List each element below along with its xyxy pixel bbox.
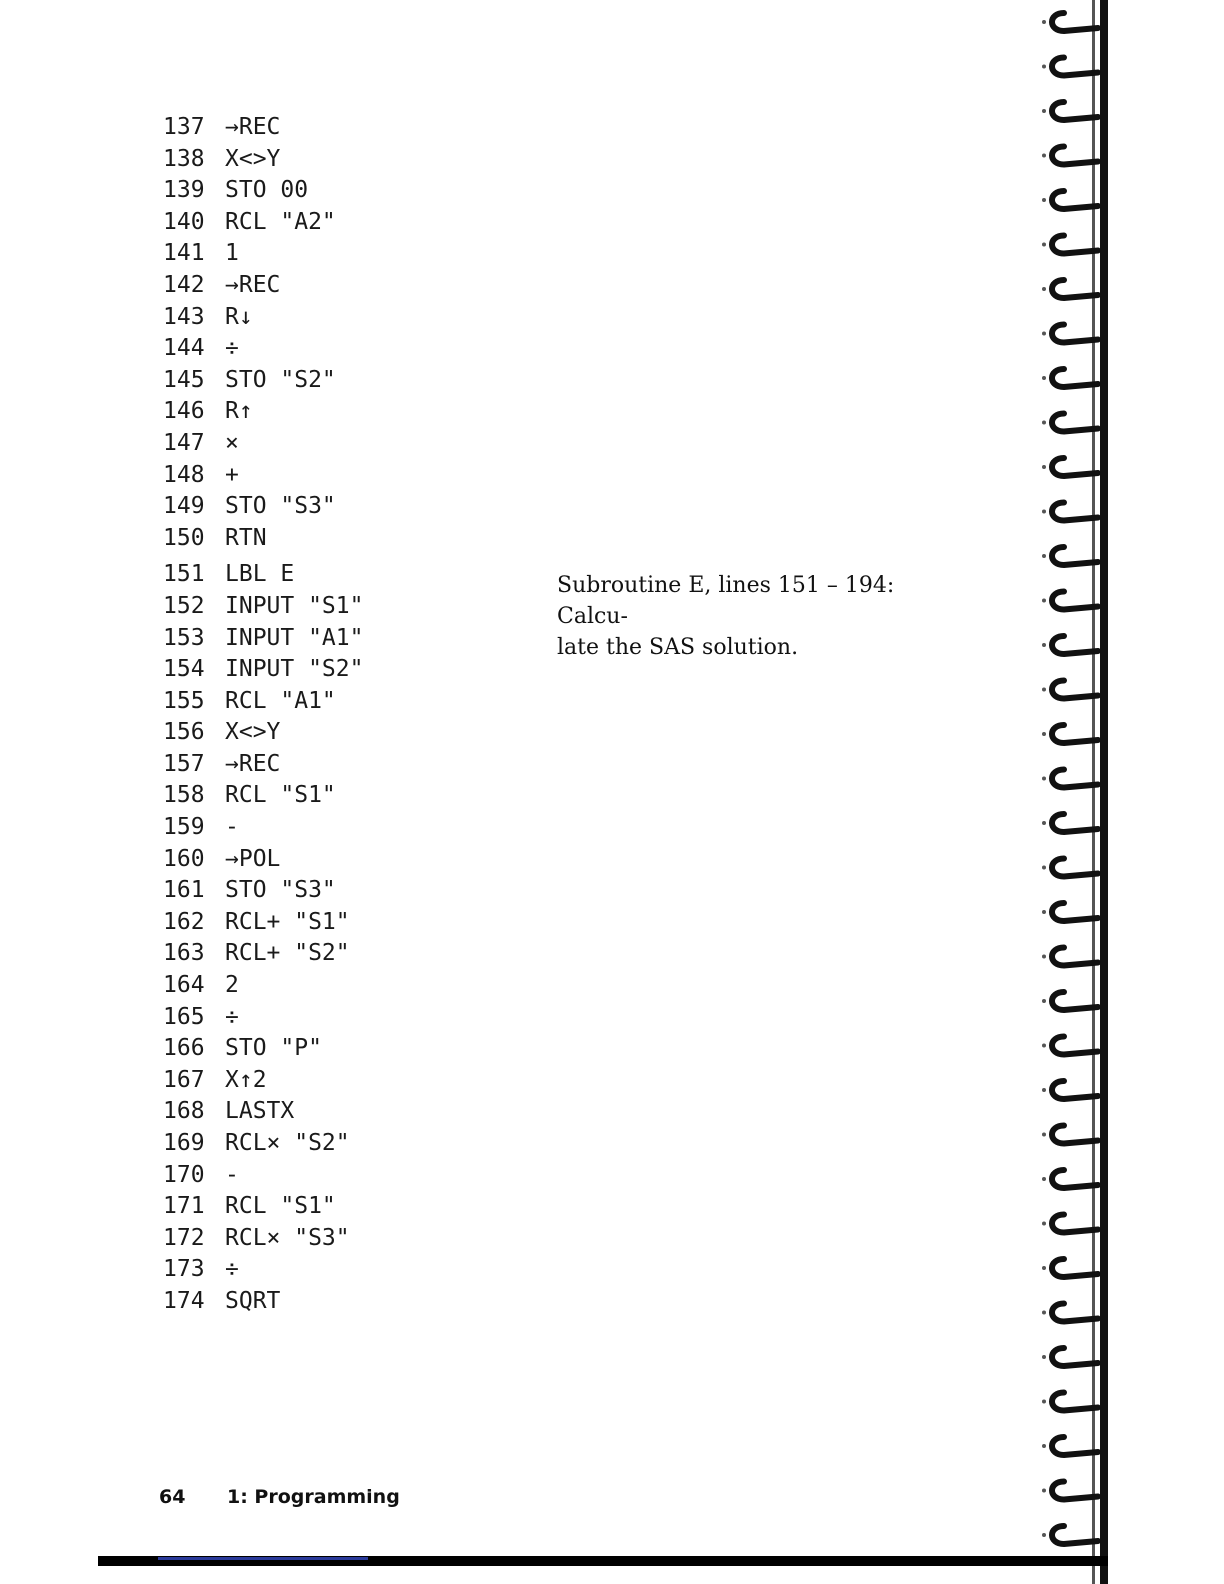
binding-hole <box>1042 1133 1046 1137</box>
binding-coil <box>1052 58 1098 76</box>
line-number: 166 <box>163 1035 205 1062</box>
bottom-rule <box>98 1556 1108 1566</box>
instruction: SQRT <box>225 1287 281 1314</box>
instruction: - <box>225 814 239 841</box>
bottom-rule-accent <box>158 1557 368 1560</box>
binding-coil <box>1052 547 1098 565</box>
binding-coil <box>1052 1348 1098 1366</box>
line-number: 150 <box>163 524 205 551</box>
program-line <box>163 844 363 876</box>
instruction: RCL× "S3" <box>225 1224 350 1251</box>
binding-coil <box>1052 236 1098 254</box>
instruction: X<>Y <box>225 145 281 172</box>
line-number: 162 <box>163 908 205 935</box>
program-listing <box>163 112 363 1318</box>
binding-hole <box>1042 1266 1046 1270</box>
instruction: RCL "S1" <box>225 1193 336 1220</box>
program-line <box>163 175 363 207</box>
instruction: 2 <box>225 972 239 999</box>
binding-coil <box>1052 325 1098 343</box>
binding-coil <box>1052 859 1098 877</box>
instruction: →REC <box>225 750 281 777</box>
line-number: 165 <box>163 1003 205 1030</box>
program-line <box>163 365 363 397</box>
binding-coil <box>1052 1437 1098 1455</box>
program-line <box>163 1223 363 1255</box>
binding-coil <box>1052 725 1098 743</box>
program-line <box>163 460 363 492</box>
binding-coil <box>1052 1215 1098 1233</box>
instruction: STO "P" <box>225 1035 322 1062</box>
line-number: 137 <box>163 114 205 140</box>
binding-hole <box>1042 1489 1046 1493</box>
binding-coil <box>1052 13 1098 31</box>
program-line <box>163 428 363 460</box>
instruction: RCL+ "S1" <box>225 908 350 935</box>
binding-hole <box>1042 1355 1046 1359</box>
binding-coil <box>1052 903 1098 921</box>
instruction: STO "S3" <box>225 493 336 520</box>
line-number: 158 <box>163 782 205 809</box>
line-number: 148 <box>163 461 205 488</box>
program-line <box>163 812 363 844</box>
binding-hole <box>1042 243 1046 247</box>
binding-hole <box>1042 1444 1046 1448</box>
binding-coil <box>1052 681 1098 699</box>
binding-hole <box>1042 1044 1046 1048</box>
binding-coil <box>1052 592 1098 610</box>
binding-hole <box>1042 910 1046 914</box>
program-line <box>163 112 363 144</box>
program-line <box>163 717 363 749</box>
binding-coil <box>1052 1526 1098 1544</box>
program-line <box>163 591 363 623</box>
line-number: 174 <box>163 1287 205 1314</box>
line-number: 172 <box>163 1224 205 1251</box>
instruction: →POL <box>225 845 281 872</box>
program-line <box>163 1096 363 1128</box>
binding-coil <box>1052 814 1098 832</box>
binding-coil <box>1052 1259 1098 1277</box>
instruction: X<>Y <box>225 719 281 746</box>
binding-coil <box>1052 1393 1098 1411</box>
line-number: 149 <box>163 493 205 520</box>
program-line <box>163 207 363 239</box>
program-line <box>163 654 363 686</box>
line-number: 146 <box>163 398 205 425</box>
instruction: STO "S3" <box>225 877 336 904</box>
binding-hole <box>1042 1533 1046 1537</box>
program-line <box>163 270 363 302</box>
binding-hole <box>1042 154 1046 158</box>
binding-hole <box>1042 1400 1046 1404</box>
line-number: 160 <box>163 845 205 872</box>
instruction: ÷ <box>225 1003 239 1030</box>
line-number: 153 <box>163 624 205 651</box>
line-number: 155 <box>163 687 205 714</box>
binding-hole <box>1042 777 1046 781</box>
line-number: 171 <box>163 1193 205 1220</box>
program-line <box>163 333 363 365</box>
line-number: 159 <box>163 814 205 841</box>
instruction: RCL× "S2" <box>225 1130 350 1156</box>
instruction: RCL "A1" <box>225 687 336 714</box>
spiral-binding <box>1040 0 1110 1584</box>
program-line <box>163 238 363 270</box>
program-line <box>163 1002 363 1034</box>
instruction: R↓ <box>225 303 253 330</box>
program-line <box>163 780 363 812</box>
binding-coil <box>1052 992 1098 1010</box>
binding-hole <box>1042 332 1046 336</box>
program-line <box>163 938 363 970</box>
binding-coil <box>1052 1126 1098 1144</box>
binding-hole <box>1042 421 1046 425</box>
binding-coil <box>1052 102 1098 120</box>
binding-coil <box>1052 1081 1098 1099</box>
line-number: 144 <box>163 335 205 362</box>
program-line <box>163 523 363 555</box>
margin-note-line: Subroutine E, lines 151 – 194: Calcu- <box>557 573 895 629</box>
line-number: 142 <box>163 271 205 298</box>
binding-hole <box>1042 1222 1046 1226</box>
binding-hole <box>1042 554 1046 558</box>
page-footer <box>159 1486 400 1508</box>
line-number: 168 <box>163 1098 205 1125</box>
program-line <box>163 1191 363 1223</box>
line-number: 161 <box>163 877 205 904</box>
binding-coil <box>1052 1304 1098 1322</box>
program-line <box>163 144 363 176</box>
binding-coil <box>1052 1482 1098 1500</box>
line-number: 147 <box>163 429 205 456</box>
program-line <box>163 907 363 939</box>
binding-coil <box>1052 948 1098 966</box>
binding-hole <box>1042 821 1046 825</box>
page-number: 64 <box>159 1486 186 1508</box>
line-number: 143 <box>163 303 205 330</box>
program-line <box>163 1160 363 1192</box>
listing-group <box>163 559 363 1317</box>
instruction: STO "S2" <box>225 366 336 393</box>
binding-hole <box>1042 198 1046 202</box>
instruction: →REC <box>225 271 281 298</box>
binding-hole <box>1042 643 1046 647</box>
instruction: STO 00 <box>225 177 309 204</box>
binding-hole <box>1042 287 1046 291</box>
program-line <box>163 1065 363 1097</box>
binding-coil <box>1052 147 1098 165</box>
instruction: 1 <box>225 240 239 267</box>
instruction: + <box>225 461 239 488</box>
program-line <box>163 1254 363 1286</box>
binding-hole <box>1042 955 1046 959</box>
program-line <box>163 396 363 428</box>
listing-group <box>163 112 363 554</box>
line-number: 173 <box>163 1256 205 1283</box>
program-line <box>163 1033 363 1065</box>
margin-note-line: late the SAS solution. <box>557 635 799 660</box>
binding-coil <box>1052 414 1098 432</box>
line-number: 170 <box>163 1161 205 1188</box>
line-number: 152 <box>163 592 205 619</box>
binding-hole <box>1042 688 1046 692</box>
instruction: RCL "A2" <box>225 208 336 235</box>
line-number: 167 <box>163 1066 205 1093</box>
binding-coil <box>1052 636 1098 654</box>
instruction: →REC <box>225 114 281 140</box>
binding-hole <box>1042 866 1046 870</box>
program-line <box>163 1128 363 1160</box>
binding-coil <box>1052 458 1098 476</box>
line-number: 169 <box>163 1130 205 1156</box>
instruction: - <box>225 1161 239 1188</box>
instruction: INPUT "S1" <box>225 592 364 619</box>
instruction: ÷ <box>225 335 239 362</box>
line-number: 164 <box>163 972 205 999</box>
program-line <box>163 749 363 781</box>
binding-coil <box>1052 503 1098 521</box>
binding-coil <box>1052 280 1098 298</box>
binding-coil <box>1052 1170 1098 1188</box>
instruction: LASTX <box>225 1098 295 1125</box>
instruction: INPUT "A1" <box>225 624 364 651</box>
binding-hole <box>1042 732 1046 736</box>
binding-coil <box>1052 369 1098 387</box>
program-line <box>163 686 363 718</box>
binding-coil <box>1052 770 1098 788</box>
program-line <box>163 1286 363 1318</box>
line-number: 151 <box>163 561 205 588</box>
instruction: R↑ <box>225 398 253 425</box>
line-number: 141 <box>163 240 205 267</box>
line-number: 139 <box>163 177 205 204</box>
program-line <box>163 875 363 907</box>
instruction: RTN <box>225 524 267 551</box>
binding-hole <box>1042 510 1046 514</box>
line-number: 157 <box>163 750 205 777</box>
binding-hole <box>1042 109 1046 113</box>
binding-hole <box>1042 20 1046 24</box>
line-number: 156 <box>163 719 205 746</box>
program-line <box>163 623 363 655</box>
program-line <box>163 491 363 523</box>
binding-hole <box>1042 599 1046 603</box>
binding-hole <box>1042 1311 1046 1315</box>
instruction: × <box>225 429 239 456</box>
program-line <box>163 559 363 591</box>
line-number: 163 <box>163 940 205 967</box>
binding-hole <box>1042 465 1046 469</box>
program-line <box>163 970 363 1002</box>
margin-note <box>557 570 967 663</box>
instruction: ÷ <box>225 1256 239 1283</box>
binding-coil <box>1052 191 1098 209</box>
line-number: 145 <box>163 366 205 393</box>
binding-hole <box>1042 999 1046 1003</box>
instruction: LBL E <box>225 561 295 588</box>
binding-hole <box>1042 1088 1046 1092</box>
instruction: X↑2 <box>225 1066 267 1093</box>
program-line <box>163 302 363 334</box>
instruction: RCL "S1" <box>225 782 336 809</box>
line-number: 138 <box>163 145 205 172</box>
line-number: 154 <box>163 656 205 683</box>
binding-hole <box>1042 376 1046 380</box>
instruction: INPUT "S2" <box>225 656 364 683</box>
binding-coil <box>1052 1037 1098 1055</box>
instruction: RCL+ "S2" <box>225 940 350 967</box>
binding-hole <box>1042 65 1046 69</box>
binding-hole <box>1042 1177 1046 1181</box>
chapter-title: 1: Programming <box>227 1486 400 1508</box>
line-number: 140 <box>163 208 205 235</box>
